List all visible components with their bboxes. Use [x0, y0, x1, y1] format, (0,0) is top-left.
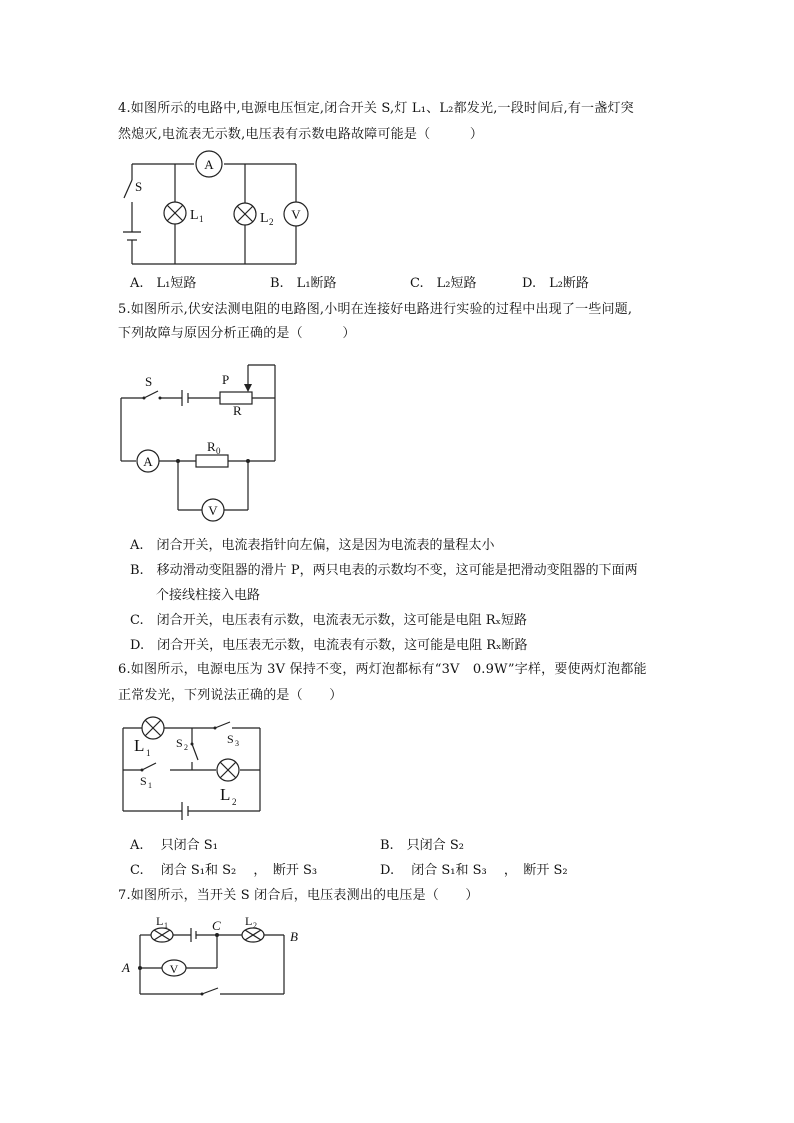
- q7-lamp2-label: L: [245, 914, 253, 928]
- q6-circuit-diagram: [120, 714, 270, 814]
- q6-lamp2-sub: 2: [232, 797, 237, 807]
- q5-resistor-sub: 0: [216, 446, 221, 456]
- q6-lamp2-icon: [217, 759, 239, 781]
- q4-ammeter-label: A: [204, 157, 214, 172]
- q6-stem-line2: 正常发光，下列说法正确的是（ ）: [118, 688, 343, 703]
- q7-circuit-diagram: [118, 912, 308, 1002]
- q5-rheostat-label: R: [233, 403, 242, 418]
- q5-option-d: D. 闭合开关，电压表无示数，电流表有示数，这可能是电阻 Rₓ断路: [130, 638, 528, 653]
- q6-s3-label: S: [227, 732, 234, 746]
- q6-s2-sub: 2: [184, 743, 188, 752]
- q4-stem-line2: 然熄灭,电流表无示数,电压表有示数电路故障可能是（ ）: [118, 127, 484, 142]
- q4-option-b: B. L₁断路: [270, 276, 337, 291]
- q4-circuit-diagram: [120, 150, 320, 270]
- q7-lamp1-label: L: [156, 914, 164, 928]
- q7-stem-line1: 7.如图所示，当开关 S 闭合后，电压表测出的电压是（ ）: [118, 888, 479, 903]
- q7-point-b-label: B: [290, 929, 298, 944]
- q5-voltmeter-label: V: [208, 503, 218, 518]
- q6-lamp1-label: L: [134, 736, 145, 755]
- q5-stem-line2: 下列故障与原因分析正确的是（ ）: [118, 326, 356, 341]
- q4-lamp1-label: L: [190, 208, 199, 223]
- q5-stem-line1: 5.如图所示,伏安法测电阻的电路图,小明在连接好电路进行实验的过程中出现了一些问题,: [118, 302, 633, 317]
- q5-option-b: B. 移动滑动变阻器的滑片 P，两只电表的示数均不变，这可能是把滑动变阻器的下面两: [130, 563, 638, 578]
- q4-stem-line1: 4.如图所示的电路中,电源电压恒定,闭合开关 S,灯 L₁、L₂都发光,一段时间后,有一盏灯突: [118, 101, 634, 116]
- q6-s3-sub: 3: [235, 739, 239, 748]
- q7-voltmeter-label: V: [169, 962, 179, 976]
- q7-lamp1-sub: 1: [164, 921, 168, 930]
- q7-point-a-label: A: [122, 960, 130, 975]
- q5-option-c: C. 闭合开关，电压表有示数，电流表无示数，这可能是电阻 Rₓ短路: [130, 613, 528, 628]
- q5-resistor-label: R: [207, 439, 216, 454]
- q6-option-b: B. 只闭合 S₂: [380, 838, 464, 853]
- q6-option-d: D. 闭合 S₁和 S₃ ， 断开 S₂: [380, 863, 568, 878]
- q5-slider-label: P: [222, 372, 230, 387]
- q6-s1-sub: 1: [148, 781, 152, 790]
- q6-lamp2-label: L: [220, 785, 231, 804]
- q4-lamp1-icon: [164, 202, 186, 224]
- q4-lamp2-sub: 2: [269, 217, 274, 227]
- q4-option-c: C. L₂短路: [410, 276, 477, 291]
- q4-voltmeter-label: V: [291, 207, 301, 222]
- q7-point-c-label: C: [212, 918, 221, 933]
- q6-lamp1-sub: 1: [146, 748, 151, 758]
- q5-circuit-diagram: [118, 362, 288, 522]
- q5-option-a: A. 闭合开关，电流表指针向左偏，这是因为电流表的量程太小: [130, 538, 495, 553]
- q4-lamp2-icon: [234, 203, 256, 225]
- q4-option-d: D. L₂断路: [522, 276, 589, 291]
- q4-option-a: A. L₁短路: [130, 276, 197, 291]
- q6-s2-label: S: [176, 736, 183, 750]
- q5-ammeter-label: A: [143, 454, 153, 469]
- q6-s1-label: S: [140, 774, 147, 788]
- q4-switch-label: S: [135, 179, 143, 194]
- q6-lamp1-icon: [142, 717, 164, 739]
- q6-stem-line1: 6.如图所示，电源电压为 3V 保持不变，两灯泡都标有“3V 0.9W”字样，要使两灯泡都能: [118, 662, 647, 677]
- q7-lamp1-icon: [151, 928, 173, 942]
- q6-option-a: A. 只闭合 S₁: [130, 838, 218, 853]
- q4-lamp2-label: L: [260, 211, 269, 226]
- q5-option-b-cont: 个接线柱接入电路: [130, 588, 261, 603]
- q5-switch-label: S: [145, 374, 153, 389]
- q4-lamp1-sub: 1: [199, 214, 204, 224]
- q5-resistor-icon: [196, 455, 228, 467]
- q7-lamp2-sub: 2: [253, 921, 257, 930]
- q6-option-c: C. 闭合 S₁和 S₂ ， 断开 S₃: [130, 863, 318, 878]
- q7-lamp2-icon: [242, 928, 264, 942]
